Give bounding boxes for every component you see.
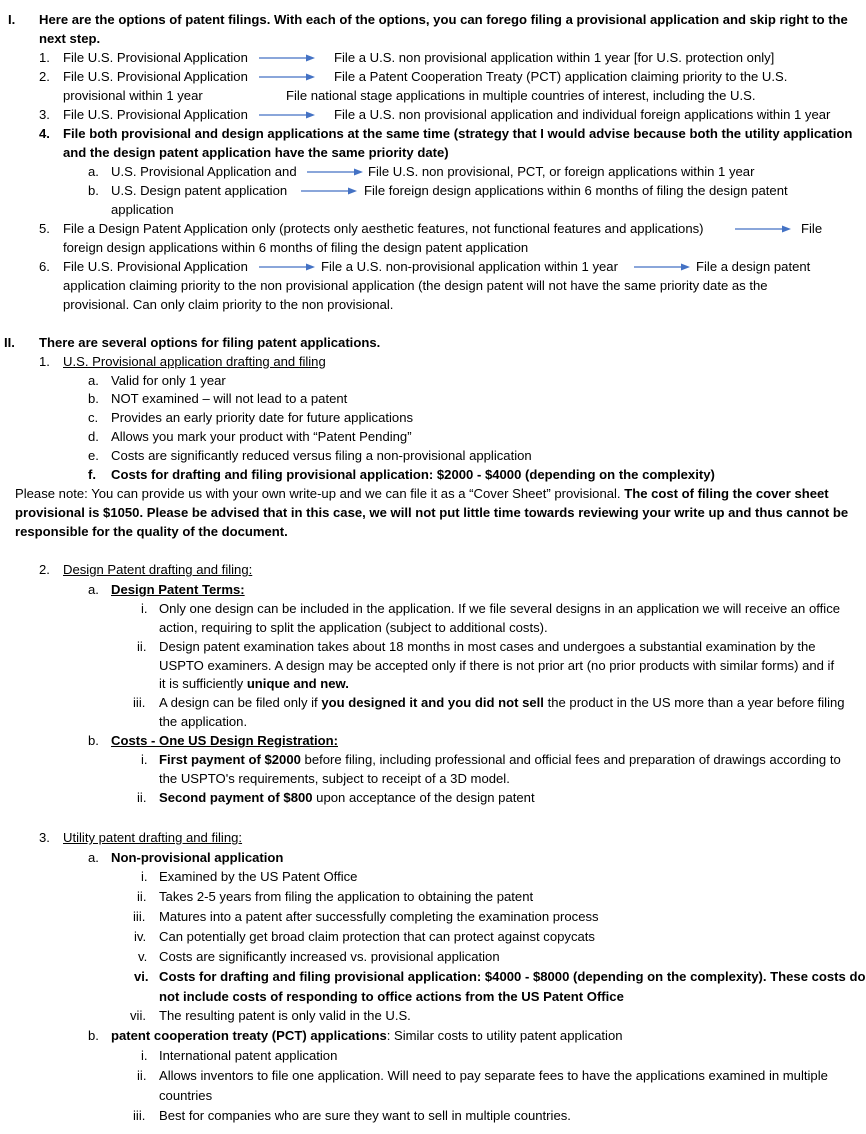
option-right-text: File a U.S. non provisional application and individual foreign applications within 1 year	[334, 107, 831, 122]
text-bold: First payment of $2000	[159, 752, 301, 767]
list-letter: d.	[88, 429, 99, 444]
list-item-cont: action, requiring to split the application (subject to additional costs).	[159, 620, 548, 635]
arrow-icon	[259, 262, 315, 272]
arrow-icon	[259, 53, 315, 63]
note-text-bold: The cost of filing the cover sheet	[624, 486, 829, 501]
option-middle-text: File a U.S. non-provisional application within 1 year	[321, 259, 618, 274]
list-item: NOT examined – will not lead to a patent	[111, 391, 348, 406]
list-item-title: Costs - One US Design Registration:	[111, 733, 338, 748]
option-left-text: File U.S. Provisional Application	[63, 259, 248, 274]
list-item: Best for companies who are sure they want to sell in multiple countries.	[159, 1108, 571, 1123]
section-1-heading-cont: next step.	[39, 31, 101, 46]
option-number: 5.	[39, 221, 50, 236]
option-left-text: File U.S. Provisional Application	[63, 107, 248, 122]
list-letter: b.	[88, 391, 99, 406]
subsection-title: U.S. Provisional application drafting and filing	[63, 354, 326, 369]
list-letter: f.	[88, 467, 96, 482]
list-letter: c.	[88, 410, 99, 425]
list-item: Takes 2-5 years from filing the application to obtaining the patent	[159, 889, 534, 904]
list-item-cont: countries	[159, 1088, 213, 1103]
option-4-text: File both provisional and design applications at the same time (strategy that I would advise because both the utility application	[63, 126, 853, 141]
arrow-icon	[735, 224, 791, 234]
subsection-title: Design Patent drafting and filing:	[63, 562, 253, 577]
section-2-numeral: II.	[4, 335, 15, 350]
roman-numeral: iii.	[133, 695, 146, 710]
text: upon acceptance of the design patent	[312, 790, 535, 805]
note-line-2: provisional is $1050. Please be advised that in this case, we will not put little time towards reviewing your write up and thus cannot be	[15, 505, 849, 520]
list-item: Allows you mark your product with “Patent Pending”	[111, 429, 412, 444]
text: A design can be filed only if	[159, 695, 322, 710]
option-text-cont: application	[111, 202, 174, 217]
list-item: Design patent examination takes about 18 months in most cases and undergoes a substantial examination by the	[159, 639, 816, 654]
subsection-title: Utility patent drafting and filing:	[63, 830, 243, 845]
option-right-text: File a design patent	[696, 259, 811, 274]
option-6-text-cont: application claiming priority to the non provisional application (the design patent will not have the same priority date as the	[63, 278, 768, 293]
subsection-number: 1.	[39, 354, 50, 369]
list-item: Matures into a patent after successfully completing the examination process	[159, 909, 599, 924]
list-item: International patent application	[159, 1048, 338, 1063]
roman-numeral: v.	[138, 949, 148, 964]
roman-numeral: i.	[141, 752, 148, 767]
arrow-icon	[307, 167, 363, 177]
list-letter: a.	[88, 582, 99, 597]
option-right-text: File foreign design applications within 6 months of filing the design patent	[364, 183, 788, 198]
text: the product in the US more than a year before filing	[543, 695, 845, 710]
option-5-text-cont: foreign design applications within 6 months of filing the design patent application	[63, 240, 529, 255]
option-number: 2.	[39, 69, 50, 84]
roman-numeral: iv.	[134, 929, 147, 944]
section-1-heading: Here are the options of patent filings. With each of the options, you can forego filing a provisional application and skip right to the	[39, 12, 848, 27]
note-line	[15, 484, 829, 503]
option-right-text: File	[801, 221, 823, 236]
list-item: Only one design can be included in the application. If we file several designs in an application we will receive an office	[159, 601, 841, 616]
option-5-text: File a Design Patent Application only (protects only aesthetic features, not functional features and applications)	[63, 221, 704, 236]
text: it is sufficiently	[159, 676, 247, 691]
list-item	[159, 788, 535, 807]
list-item: Can potentially get broad claim protection that can protect against copycats	[159, 929, 595, 944]
arrow-icon	[259, 110, 315, 120]
text-bold: patent cooperation treaty (PCT) applications	[111, 1028, 387, 1043]
option-left-text: File U.S. Provisional Application	[63, 69, 248, 84]
roman-numeral: i.	[141, 869, 148, 884]
roman-numeral: ii.	[137, 639, 147, 654]
option-4-text-cont: and the design patent application have the same priority date)	[63, 145, 449, 160]
list-item: Allows inventors to file one application. Will need to pay separate fees to have the applications examined in multiple	[159, 1068, 828, 1083]
roman-numeral: ii.	[137, 790, 147, 805]
option-letter: b.	[88, 183, 99, 198]
text: before filing, including professional and official fees and preparation of drawings according to	[300, 752, 841, 767]
option-6-text-cont: provisional. Can only claim priority to the non provisional.	[63, 297, 394, 312]
list-item	[159, 693, 845, 712]
roman-numeral: i.	[141, 601, 148, 616]
note-text: Please note: You can provide us with your own write-up and we can file it as a “Cover Sheet” provisional.	[15, 486, 625, 501]
list-item: Valid for only 1 year	[111, 373, 226, 388]
list-item-cont: the USPTO's requirements, subject to receipt of a 3D model.	[159, 771, 510, 786]
option-left-text: U.S. Provisional Application and	[111, 164, 297, 179]
list-item-title: Design Patent Terms:	[111, 582, 245, 597]
list-item: Costs for drafting and filing provisional application: $4000 - $8000 (depending on the complexity). These costs do	[159, 969, 866, 984]
list-item	[159, 750, 841, 769]
option-letter: a.	[88, 164, 99, 179]
list-item-cont: USPTO examiners. A design may be accepted only if there is not prior art (no prior products with similar forms) and if	[159, 658, 835, 673]
arrow-icon	[634, 262, 690, 272]
arrow-icon	[301, 186, 357, 196]
list-letter: a.	[88, 850, 99, 865]
roman-numeral: ii.	[137, 1068, 147, 1083]
option-right-text: File U.S. non provisional, PCT, or foreign applications within 1 year	[368, 164, 755, 179]
option-number: 4.	[39, 126, 50, 141]
roman-numeral: i.	[141, 1048, 148, 1063]
list-item-cont	[159, 674, 349, 693]
list-item-cont: the application.	[159, 714, 248, 729]
list-item: The resulting patent is only valid in the U.S.	[159, 1008, 411, 1023]
roman-numeral: vi.	[134, 969, 149, 984]
list-item: Costs are significantly reduced versus filing a non-provisional application	[111, 448, 532, 463]
note-line-3: responsible for the quality of the document.	[15, 524, 288, 539]
option-right-text: File a Patent Cooperation Treaty (PCT) application claiming priority to the U.S.	[334, 69, 788, 84]
option-left-text-cont: provisional within 1 year	[63, 88, 203, 103]
text-bold: unique and new.	[246, 676, 349, 691]
list-letter: b.	[88, 1028, 99, 1043]
list-item-cont: not include costs of responding to office actions from the US Patent Office	[159, 989, 624, 1004]
list-item: Examined by the US Patent Office	[159, 869, 358, 884]
list-letter: e.	[88, 448, 99, 463]
roman-numeral: iii.	[133, 909, 146, 924]
text: : Similar costs to utility patent application	[386, 1028, 623, 1043]
option-number: 1.	[39, 50, 50, 65]
list-item-title: Non-provisional application	[111, 850, 284, 865]
roman-numeral: ii.	[137, 889, 147, 904]
option-number: 6.	[39, 259, 50, 274]
list-item: Provides an early priority date for future applications	[111, 410, 414, 425]
section-2-heading: There are several options for filing patent applications.	[39, 335, 381, 350]
section-1-numeral: I.	[8, 12, 16, 27]
text-bold: you designed it and you did not sell	[321, 695, 544, 710]
roman-numeral: iii.	[133, 1108, 146, 1123]
roman-numeral: vii.	[130, 1008, 147, 1023]
option-left-text: U.S. Design patent application	[111, 183, 288, 198]
subsection-number: 3.	[39, 830, 50, 845]
option-right-text-cont: File national stage applications in multiple countries of interest, including the U.S.	[286, 88, 756, 103]
option-number: 3.	[39, 107, 50, 122]
list-item: Costs are significantly increased vs. provisional application	[159, 949, 500, 964]
option-left-text: File U.S. Provisional Application	[63, 50, 248, 65]
text-bold: Second payment of $800	[159, 790, 313, 805]
arrow-icon	[259, 72, 315, 82]
option-right-text: File a U.S. non provisional application within 1 year [for U.S. protection only]	[334, 50, 775, 65]
list-item: Costs for drafting and filing provisional application: $2000 - $4000 (depending on the complexity)	[111, 467, 715, 482]
list-letter: a.	[88, 373, 99, 388]
subsection-number: 2.	[39, 562, 50, 577]
list-item-title	[111, 1026, 623, 1045]
list-letter: b.	[88, 733, 99, 748]
